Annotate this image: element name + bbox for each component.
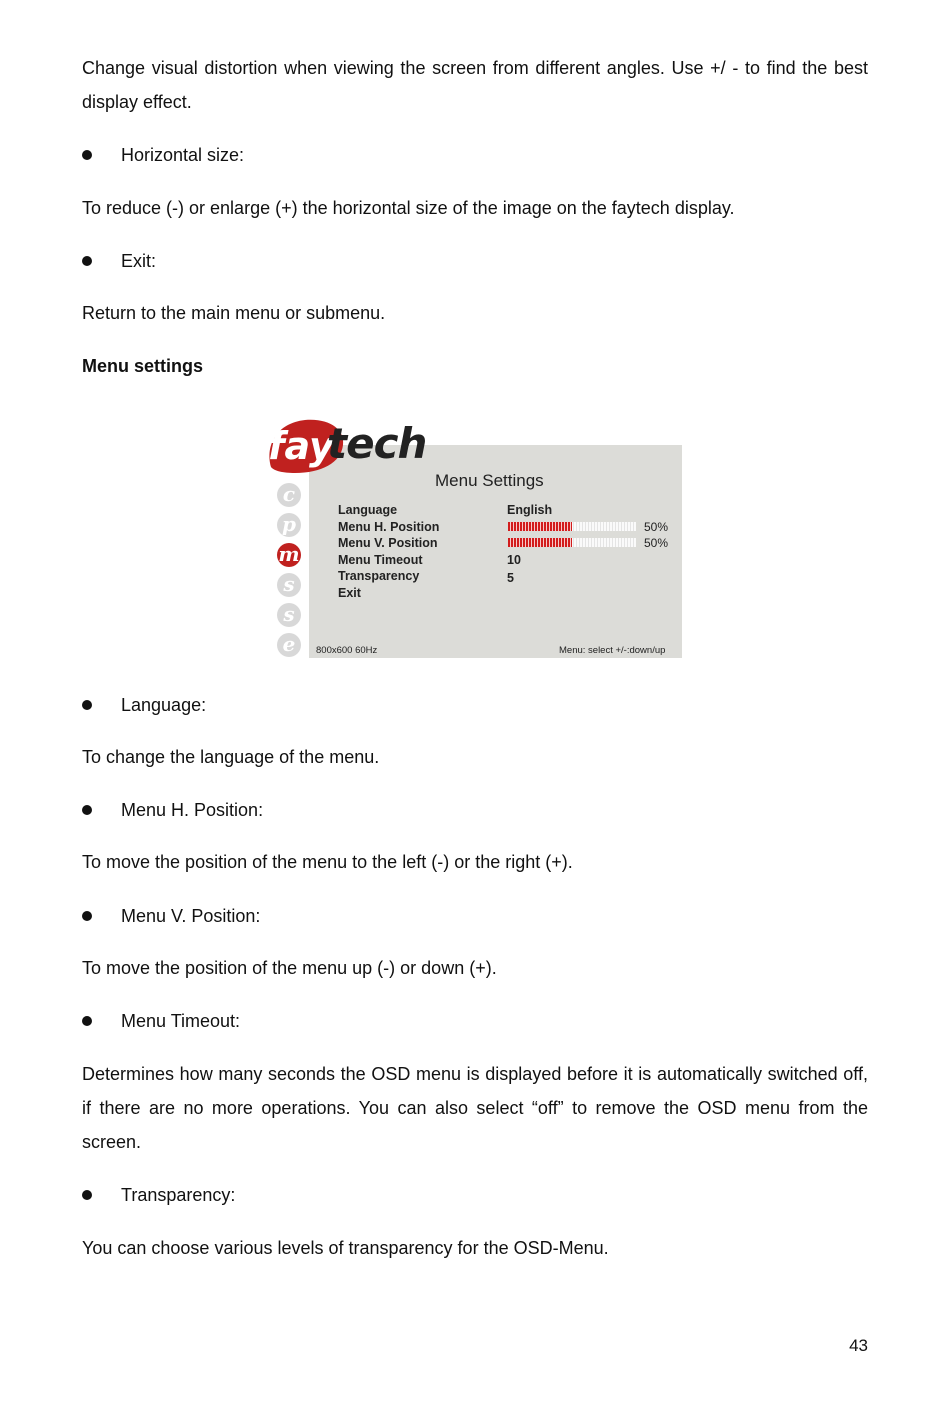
menu-h-description: To move the position of the menu to the left (-) or the right (+).	[82, 852, 573, 872]
osd-item-language: Language	[338, 503, 398, 517]
bullet-label: Menu Timeout:	[121, 1011, 241, 1031]
section-heading: Menu settings	[82, 356, 204, 376]
logo-tech-text: tech	[327, 419, 427, 468]
bullet-label: Exit:	[121, 251, 157, 271]
osd-menu-screenshot	[265, 413, 685, 661]
bullet-dot	[82, 911, 92, 921]
osd-item-menu-v-position: Menu V. Position	[338, 536, 438, 550]
bullet-dot	[82, 150, 92, 160]
bullet-label: Transparency:	[121, 1185, 236, 1205]
osd-hint: Menu: select +/-:down/up	[559, 645, 666, 656]
bullet-dot	[82, 256, 92, 266]
sidebar-c-icon: c	[277, 483, 301, 507]
bullet-label: Menu V. Position:	[121, 906, 261, 926]
page-number: 43	[849, 1336, 868, 1355]
faytech-logo	[265, 415, 445, 475]
sidebar-e-icon: e	[277, 633, 301, 657]
osd-bar-fill-menu-h	[508, 522, 572, 531]
transparency-description: You can choose various levels of transparency for the OSD-Menu.	[82, 1238, 609, 1258]
osd-value-transparency: 5	[507, 571, 514, 585]
bullet-dot	[82, 805, 92, 815]
osd-value-language: English	[507, 503, 553, 517]
osd-pct-menu-h: 50%	[644, 520, 669, 534]
bullet-label: Menu H. Position:	[121, 800, 264, 820]
bullet-label: Horizontal size:	[121, 145, 245, 165]
sidebar-s2-icon: s	[277, 603, 301, 627]
menu-v-description: To move the position of the menu up (-) or down (+).	[82, 958, 497, 978]
bullet-dot	[82, 1190, 92, 1200]
intro-paragraph: Change visual distortion when viewing the screen from different angles. Use +/ - to find the best display effect.	[82, 58, 868, 112]
sidebar-p-icon: p	[277, 513, 301, 537]
osd-bar-menu-h	[508, 522, 636, 531]
osd-resolution: 800x600 60Hz	[316, 645, 378, 656]
logo-fay-text: fay	[268, 424, 334, 468]
bullet-dot	[82, 1016, 92, 1026]
exit-description: Return to the main menu or submenu.	[82, 303, 386, 323]
bullet-dot	[82, 700, 92, 710]
osd-title: Menu Settings	[435, 471, 544, 490]
osd-bar-menu-v	[508, 538, 636, 547]
bullet-label: Language:	[121, 695, 207, 715]
osd-value-menu-timeout: 10	[507, 553, 521, 567]
sidebar-s-icon: s	[277, 573, 301, 597]
language-description: To change the language of the menu.	[82, 747, 380, 767]
menu-timeout-description: Determines how many seconds the OSD menu is displayed before it is automatically switched off, if there are no more operations. You can also select “off” to remove the OSD menu from the screen.	[82, 1064, 868, 1152]
osd-pct-menu-v: 50%	[644, 536, 669, 550]
osd-item-transparency: Transparency	[338, 569, 420, 583]
osd-bar-fill-menu-v	[508, 538, 572, 547]
horizontal-size-description: To reduce (-) or enlarge (+) the horizontal size of the image on the faytech display.	[82, 198, 735, 218]
sidebar-m-icon: m	[278, 542, 300, 566]
osd-item-menu-h-position: Menu H. Position	[338, 520, 440, 534]
osd-item-menu-timeout: Menu Timeout	[338, 553, 423, 567]
osd-item-exit: Exit	[338, 586, 361, 600]
